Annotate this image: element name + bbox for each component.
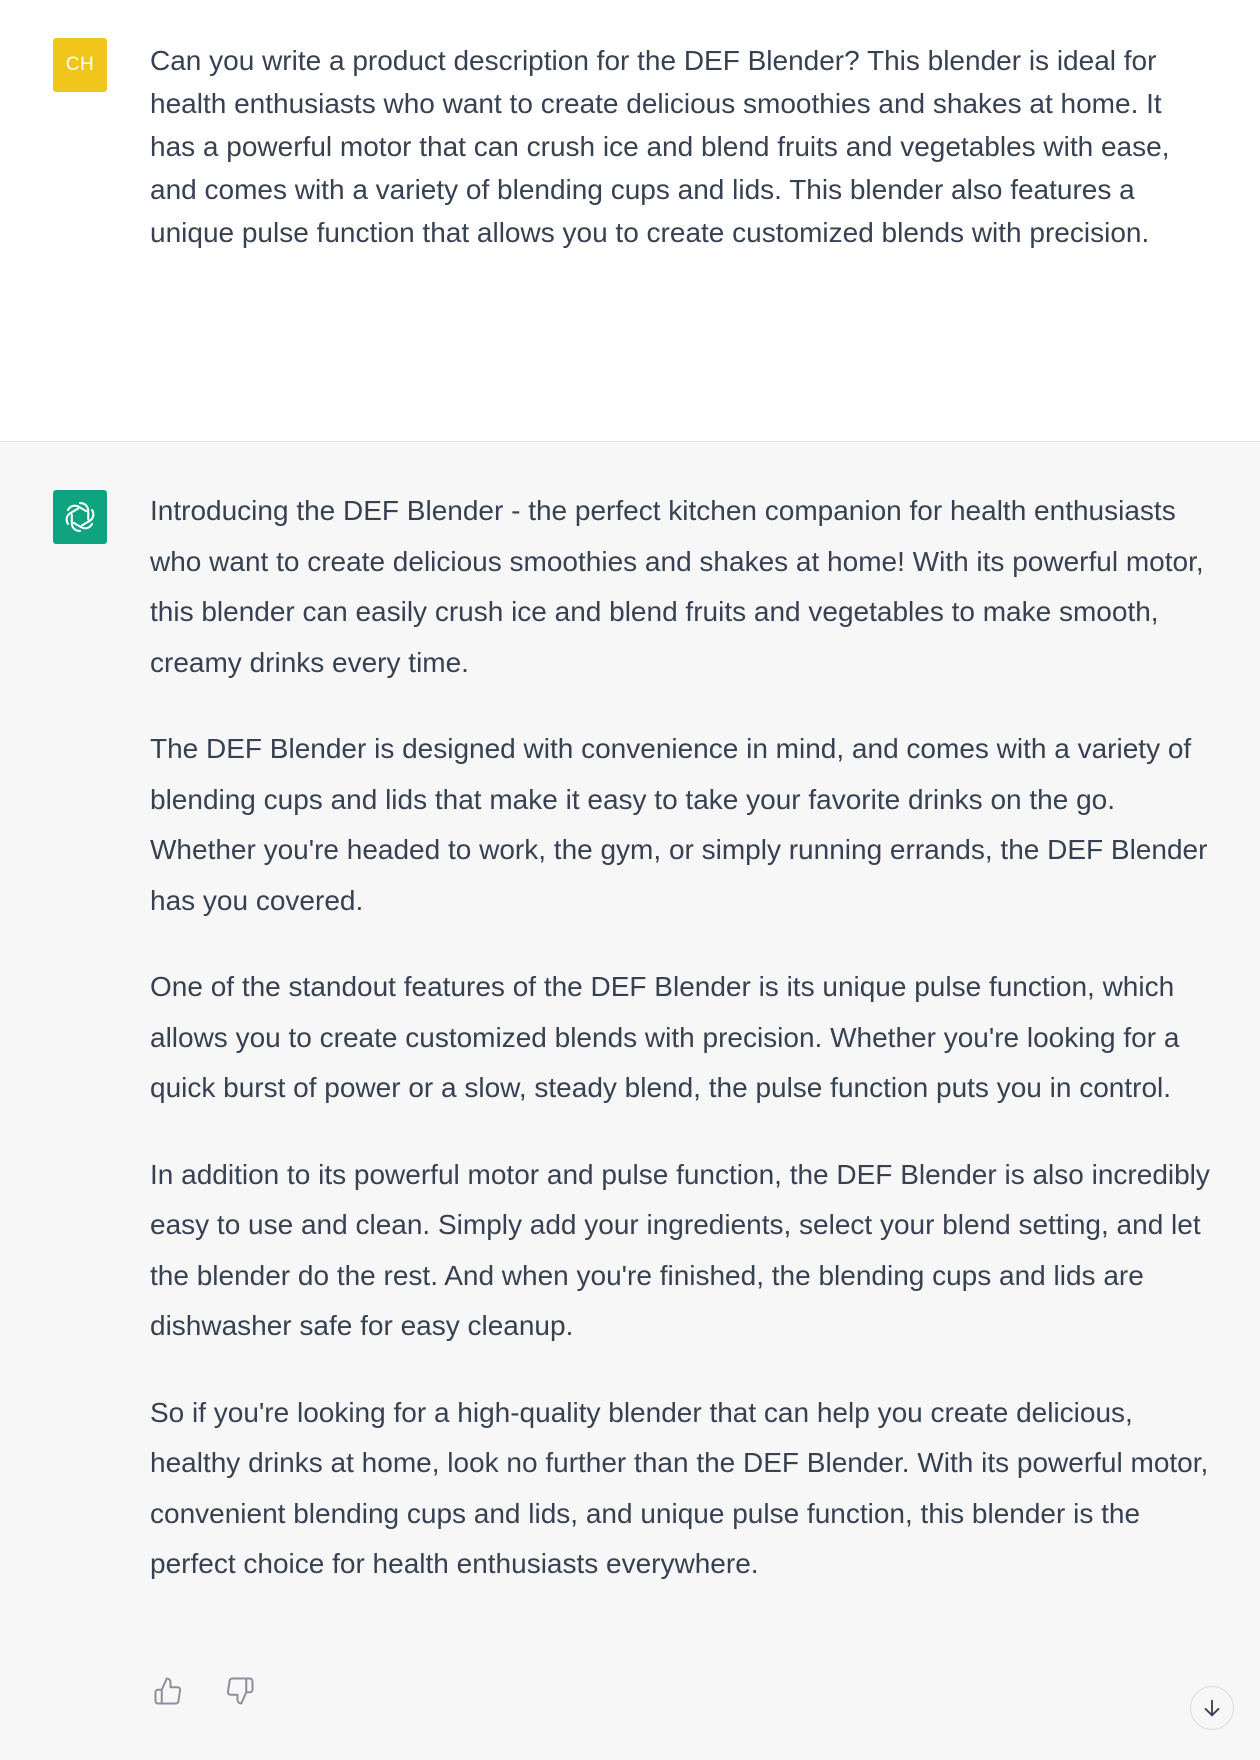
assistant-message-row bbox=[0, 442, 1260, 1760]
assistant-paragraph-5: So if you're looking for a high-quality blender that can help you create delicious, healthy drinks at home, look no further than the DEF Blender. With its powerful motor, convenient blending cups and lids, and unique pulse function, this blender is the perfect choice for health enthusiasts everywhere. bbox=[150, 1396, 1209, 1579]
user-message-row bbox=[0, 0, 1260, 442]
thumbs-down-button[interactable] bbox=[222, 1673, 258, 1709]
thumbs-down-icon bbox=[225, 1676, 255, 1706]
user-avatar bbox=[53, 38, 107, 92]
thumbs-up-icon bbox=[153, 1676, 183, 1706]
openai-logo-icon bbox=[61, 498, 99, 536]
user-avatar-initials: CH bbox=[65, 54, 95, 75]
feedback-buttons bbox=[150, 1673, 258, 1709]
assistant-paragraph-2: The DEF Blender is designed with convenience in mind, and comes with a variety of blending cups and lids that make it easy to take your favorite drinks on the go. Whether you're headed to work, the gym, or simply running errands, the DEF Blender has you covered. bbox=[150, 733, 1208, 916]
assistant-paragraph-4: In addition to its powerful motor and pulse function, the DEF Blender is also incredibly easy to use and clean. Simply add your ingredients, select your blend setting, and let the blender do the rest. And when you're finished, the blending cups and lids are dishwasher safe for easy cleanup. bbox=[150, 1158, 1210, 1341]
scroll-to-bottom-button[interactable] bbox=[1190, 1686, 1234, 1730]
assistant-paragraph-3: One of the standout features of the DEF Blender is its unique pulse function, which allows you to create customized blends with precision. Whether you're looking for a quick burst of power or a slow, steady blend, the pulse function puts you in control. bbox=[150, 971, 1180, 1103]
arrow-down-icon bbox=[1201, 1697, 1223, 1719]
user-message-text: Can you write a product description for the DEF Blender? This blender is ideal for health enthusiasts who want to create delicious smoothies and shakes at home. It has a powerful motor that can crush ice and blend fruits and vegetables with ease, and comes with a variety of blending cups and lids. This blender also features a unique pulse function that allows you to create customized blends with precision. bbox=[150, 45, 1170, 248]
assistant-paragraph-1: Introducing the DEF Blender - the perfect kitchen companion for health enthusiasts who want to create delicious smoothies and shakes at home! With its powerful motor, this blender can easily crush ice and blend fruits and vegetables to make smooth, creamy drinks every time. bbox=[150, 495, 1204, 678]
thumbs-up-button[interactable] bbox=[150, 1673, 186, 1709]
assistant-message-text bbox=[150, 486, 1212, 1626]
assistant-avatar bbox=[53, 490, 107, 544]
